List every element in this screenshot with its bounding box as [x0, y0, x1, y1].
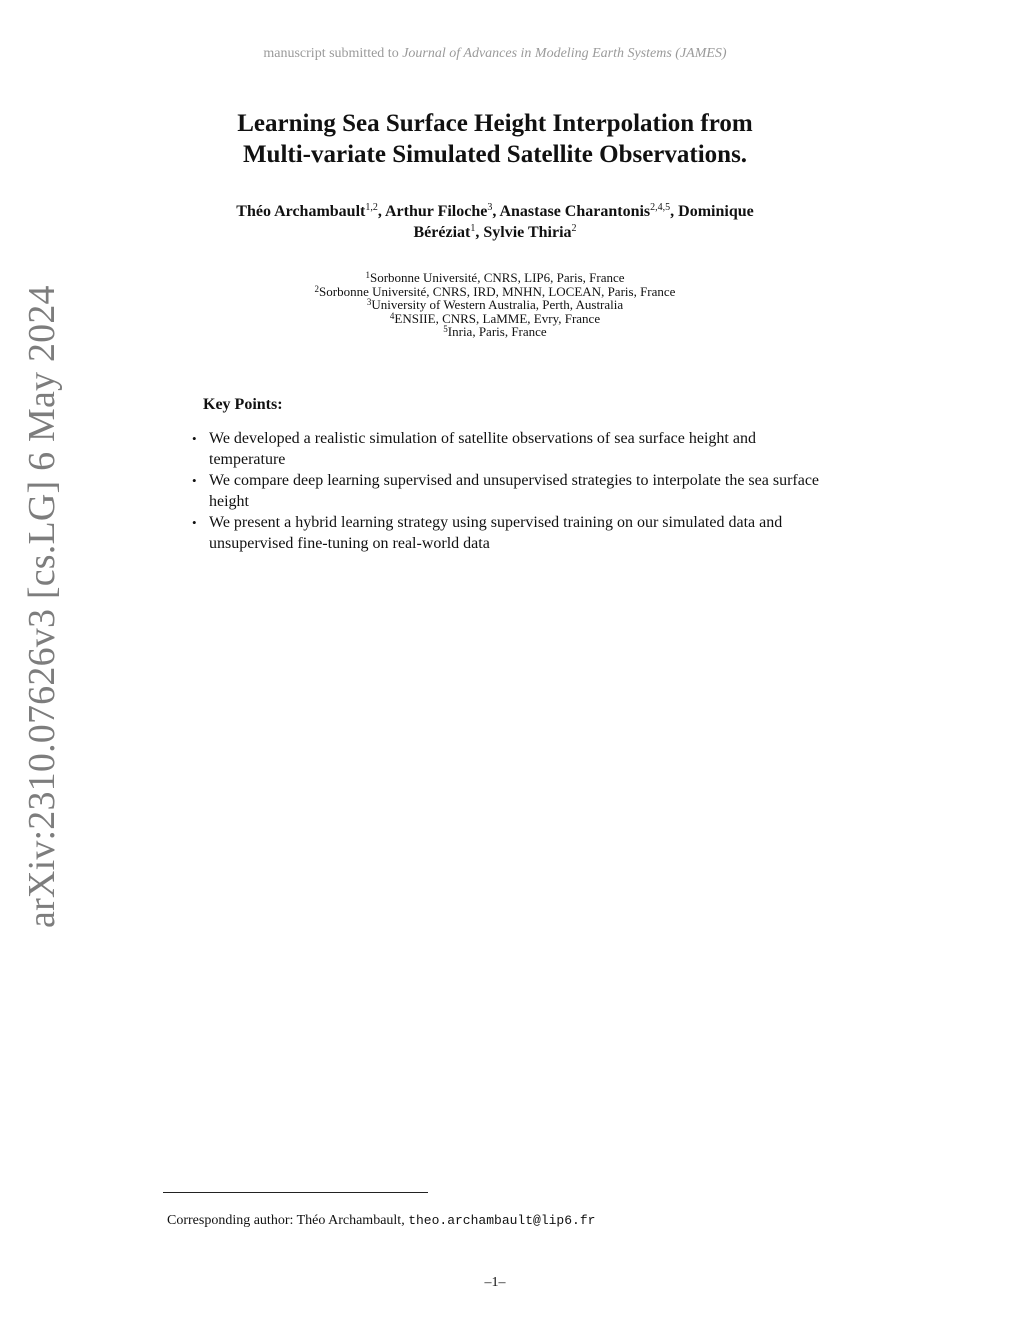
affiliation-number: 1 — [365, 270, 370, 280]
key-points-list — [190, 428, 820, 554]
author-line-2 — [0, 222, 990, 243]
affiliation-number: 3 — [366, 297, 372, 307]
author-name: Sylvie Thiria — [483, 224, 572, 241]
key-point-item — [190, 512, 820, 554]
key-point-item — [190, 470, 820, 512]
affiliation-list — [0, 271, 990, 339]
bullet-marker: • — [192, 515, 197, 530]
key-point-item — [190, 428, 820, 470]
header-prefix: manuscript submitted to — [263, 46, 403, 61]
affiliation-text: Sorbonne Université, CNRS, IRD, MNHN, LOCEAN, Paris, France — [319, 283, 676, 299]
affiliation-text: Sorbonne Université, CNRS, LIP6, Paris, France — [369, 270, 625, 285]
author-affiliation-marker: 1 — [470, 223, 476, 234]
footnote-label: Corresponding author: Théo Archambault, — [167, 1213, 409, 1228]
author-email-link[interactable]: theo.archambault@lip6.fr — [408, 1213, 596, 1228]
author-separator: , — [475, 224, 484, 241]
affiliation-item — [0, 312, 990, 326]
affiliation-number: 5 — [443, 324, 448, 334]
author-affiliation-marker: 1,2 — [365, 202, 378, 213]
corresponding-author-footnote — [167, 1213, 595, 1229]
title-line-2: Multi-variate Simulated Satellite Observations. — [242, 141, 748, 168]
author-separator: , — [670, 203, 679, 220]
paper-title — [0, 108, 990, 170]
key-points-heading: Key Points: — [203, 396, 283, 413]
author-line-1 — [0, 201, 990, 222]
affiliation-item — [0, 325, 990, 339]
author-affiliation-marker: 2 — [571, 223, 577, 234]
affiliation-item — [0, 298, 990, 312]
running-header — [0, 46, 990, 62]
key-point-text: We compare deep learning supervised and unsupervised strategies to interpolate the sea surface height — [209, 472, 820, 510]
page-number: –1– — [484, 1275, 506, 1290]
bullet-marker: • — [192, 473, 197, 488]
author-name-first-part: Dominique — [678, 203, 754, 220]
affiliation-number: 4 — [389, 310, 395, 321]
arxiv-identifier: arXiv:2310.07626v3 [cs.LG] 6 May 2024 — [21, 285, 63, 928]
affiliation-text: University of Western Australia, Perth, Australia — [371, 297, 624, 312]
key-point-text: We present a hybrid learning strategy using supervised training on our simulated data and unsupervised fine-tuning on real-world data — [209, 514, 783, 552]
affiliation-item — [0, 285, 990, 299]
author-separator: , — [492, 203, 500, 220]
author-separator: , — [377, 203, 385, 220]
affiliation-text: ENSIIE, CNRS, LaMME, Evry, France — [394, 310, 601, 326]
author-affiliation-marker: 3 — [487, 202, 493, 213]
author-list — [0, 201, 990, 243]
bullet-marker: • — [192, 431, 197, 446]
affiliation-number: 2 — [314, 283, 320, 294]
affiliation-text: Inria, Paris, France — [447, 324, 547, 339]
author-affiliation-marker: 2,4,5 — [650, 202, 671, 213]
key-point-text: We developed a realistic simulation of satellite observations of sea surface height and temperature — [209, 430, 756, 468]
author-name: Théo Archambault — [236, 203, 366, 220]
author-name: Arthur Filoche — [384, 203, 488, 220]
footnote-divider — [163, 1192, 428, 1193]
author-name: Anastase Charantonis — [499, 203, 651, 220]
affiliation-item — [0, 271, 990, 285]
author-name-second-part: Béréziat — [413, 224, 471, 241]
title-line-1: Learning Sea Surface Height Interpolation from — [237, 110, 753, 137]
journal-name: Journal of Advances in Modeling Earth Systems (JAMES) — [402, 46, 727, 61]
